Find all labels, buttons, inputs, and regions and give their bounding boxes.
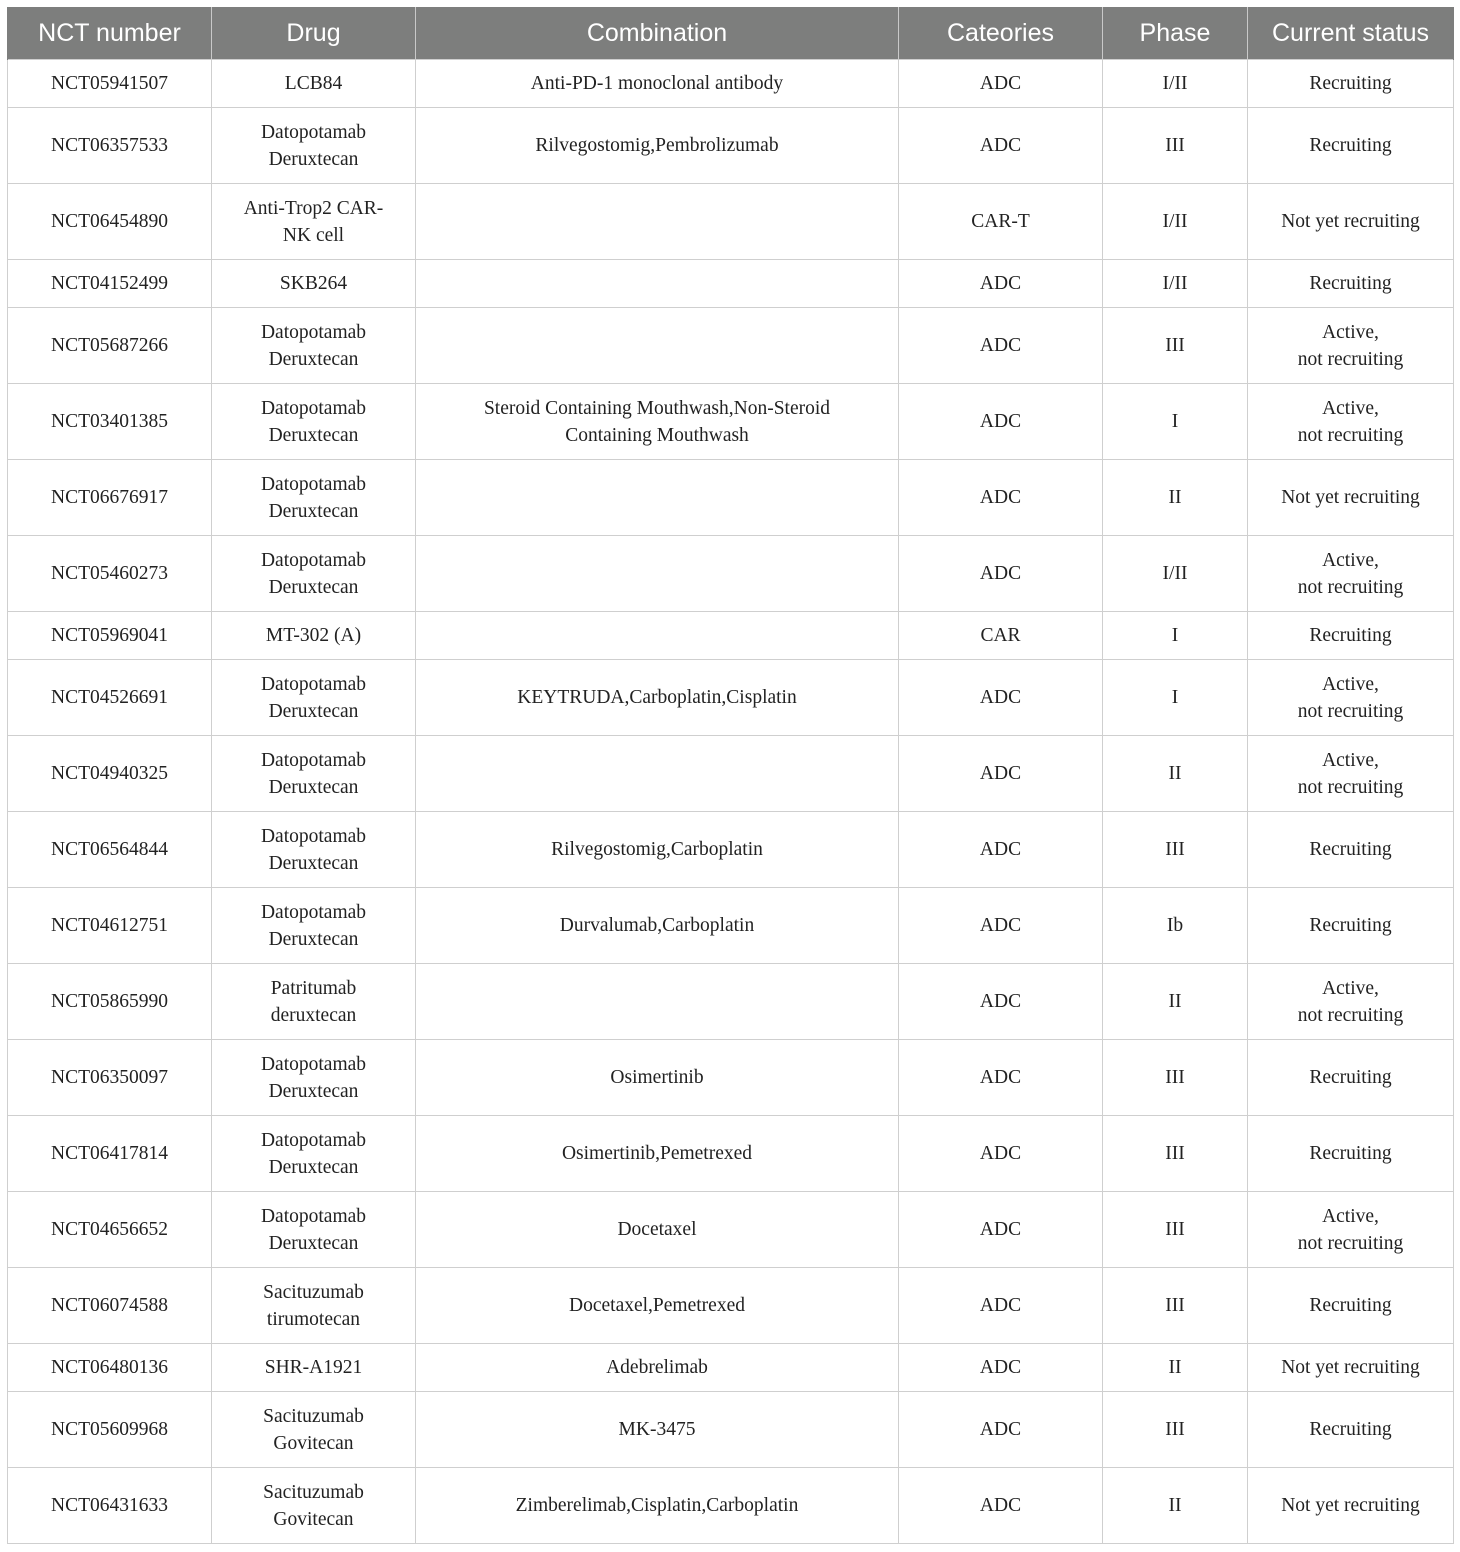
cell-drug: Datopotamab Deruxtecan: [212, 736, 416, 812]
cell-phase: III: [1103, 308, 1248, 384]
cell-drug: Datopotamab Deruxtecan: [212, 660, 416, 736]
cell-combination: Steroid Containing Mouthwash,Non-Steroid Containing Mouthwash: [416, 384, 899, 460]
cell-categories: ADC: [899, 308, 1103, 384]
cell-phase: II: [1103, 460, 1248, 536]
cell-phase: II: [1103, 1344, 1248, 1392]
cell-drug: SKB264: [212, 260, 416, 308]
cell-phase: Ib: [1103, 888, 1248, 964]
table-row: [8, 184, 1454, 260]
table-row: [8, 1192, 1454, 1268]
table-row: [8, 460, 1454, 536]
cell-drug: Patritumab deruxtecan: [212, 964, 416, 1040]
cell-current-status: Active, not recruiting: [1248, 660, 1454, 736]
cell-drug: Datopotamab Deruxtecan: [212, 536, 416, 612]
table-row: [8, 260, 1454, 308]
cell-current-status: Recruiting: [1248, 888, 1454, 964]
cell-categories: CAR-T: [899, 184, 1103, 260]
cell-phase: I: [1103, 660, 1248, 736]
cell-phase: II: [1103, 964, 1248, 1040]
cell-phase: III: [1103, 108, 1248, 184]
cell-nct-number: NCT05609968: [8, 1392, 212, 1468]
cell-phase: III: [1103, 1192, 1248, 1268]
cell-categories: ADC: [899, 964, 1103, 1040]
cell-drug: SHR-A1921: [212, 1344, 416, 1392]
cell-phase: III: [1103, 1116, 1248, 1192]
cell-nct-number: NCT04526691: [8, 660, 212, 736]
cell-phase: III: [1103, 812, 1248, 888]
table-row: [8, 964, 1454, 1040]
cell-combination: [416, 260, 899, 308]
cell-combination: Docetaxel: [416, 1192, 899, 1268]
cell-nct-number: NCT05865990: [8, 964, 212, 1040]
cell-phase: I: [1103, 612, 1248, 660]
cell-nct-number: NCT06564844: [8, 812, 212, 888]
cell-combination: Adebrelimab: [416, 1344, 899, 1392]
cell-categories: ADC: [899, 384, 1103, 460]
header-current-status: Current status: [1248, 7, 1454, 60]
table-row: [8, 536, 1454, 612]
table-row: [8, 60, 1454, 108]
cell-combination: MK-3475: [416, 1392, 899, 1468]
cell-combination: [416, 612, 899, 660]
cell-current-status: Recruiting: [1248, 1392, 1454, 1468]
cell-current-status: Recruiting: [1248, 1040, 1454, 1116]
cell-combination: [416, 964, 899, 1040]
cell-nct-number: NCT06431633: [8, 1468, 212, 1544]
cell-categories: ADC: [899, 1344, 1103, 1392]
header-drug: Drug: [212, 7, 416, 60]
cell-categories: ADC: [899, 1040, 1103, 1116]
cell-drug: Datopotamab Deruxtecan: [212, 1192, 416, 1268]
cell-nct-number: NCT04656652: [8, 1192, 212, 1268]
cell-current-status: Recruiting: [1248, 108, 1454, 184]
table-row: [8, 736, 1454, 812]
table-row: [8, 660, 1454, 736]
cell-current-status: Not yet recruiting: [1248, 1344, 1454, 1392]
cell-phase: I/II: [1103, 184, 1248, 260]
cell-combination: [416, 308, 899, 384]
cell-drug: Datopotamab Deruxtecan: [212, 384, 416, 460]
cell-categories: ADC: [899, 1192, 1103, 1268]
cell-phase: III: [1103, 1040, 1248, 1116]
header-categories: Cateories: [899, 7, 1103, 60]
cell-combination: Rilvegostomig,Pembrolizumab: [416, 108, 899, 184]
cell-categories: ADC: [899, 1268, 1103, 1344]
cell-current-status: Active, not recruiting: [1248, 384, 1454, 460]
cell-current-status: Recruiting: [1248, 1268, 1454, 1344]
cell-current-status: Recruiting: [1248, 60, 1454, 108]
cell-combination: Osimertinib: [416, 1040, 899, 1116]
cell-current-status: Active, not recruiting: [1248, 964, 1454, 1040]
cell-combination: [416, 536, 899, 612]
cell-drug: Datopotamab Deruxtecan: [212, 1040, 416, 1116]
cell-nct-number: NCT06074588: [8, 1268, 212, 1344]
cell-nct-number: NCT06357533: [8, 108, 212, 184]
cell-nct-number: NCT04940325: [8, 736, 212, 812]
cell-combination: Anti-PD-1 monoclonal antibody: [416, 60, 899, 108]
cell-categories: ADC: [899, 812, 1103, 888]
cell-phase: II: [1103, 1468, 1248, 1544]
cell-phase: III: [1103, 1392, 1248, 1468]
cell-nct-number: NCT04612751: [8, 888, 212, 964]
cell-drug: Sacituzumab Govitecan: [212, 1392, 416, 1468]
cell-current-status: Recruiting: [1248, 812, 1454, 888]
table-row: [8, 1468, 1454, 1544]
cell-nct-number: NCT06480136: [8, 1344, 212, 1392]
cell-drug: Datopotamab Deruxtecan: [212, 308, 416, 384]
cell-categories: ADC: [899, 536, 1103, 612]
clinical-trials-table: [7, 7, 1454, 1544]
cell-drug: Datopotamab Deruxtecan: [212, 812, 416, 888]
table-body: [8, 60, 1454, 1544]
cell-drug: Sacituzumab tirumotecan: [212, 1268, 416, 1344]
cell-combination: Durvalumab,Carboplatin: [416, 888, 899, 964]
cell-categories: ADC: [899, 1392, 1103, 1468]
cell-combination: [416, 184, 899, 260]
cell-drug: MT-302 (A): [212, 612, 416, 660]
cell-nct-number: NCT06417814: [8, 1116, 212, 1192]
cell-phase: III: [1103, 1268, 1248, 1344]
header-nct-number: NCT number: [8, 7, 212, 60]
cell-nct-number: NCT05460273: [8, 536, 212, 612]
table-row: [8, 612, 1454, 660]
table-row: [8, 1116, 1454, 1192]
cell-drug: Anti-Trop2 CAR- NK cell: [212, 184, 416, 260]
cell-drug: Datopotamab Deruxtecan: [212, 460, 416, 536]
cell-nct-number: NCT05969041: [8, 612, 212, 660]
cell-drug: Datopotamab Deruxtecan: [212, 888, 416, 964]
cell-combination: [416, 460, 899, 536]
cell-nct-number: NCT06676917: [8, 460, 212, 536]
cell-nct-number: NCT05687266: [8, 308, 212, 384]
cell-drug: Sacituzumab Govitecan: [212, 1468, 416, 1544]
cell-combination: [416, 736, 899, 812]
cell-categories: ADC: [899, 460, 1103, 536]
table-row: [8, 812, 1454, 888]
cell-drug: LCB84: [212, 60, 416, 108]
header-row: [8, 7, 1454, 60]
cell-nct-number: NCT04152499: [8, 260, 212, 308]
cell-phase: I/II: [1103, 260, 1248, 308]
cell-nct-number: NCT03401385: [8, 384, 212, 460]
table-row: [8, 1392, 1454, 1468]
cell-nct-number: NCT06350097: [8, 1040, 212, 1116]
cell-current-status: Recruiting: [1248, 260, 1454, 308]
table-row: [8, 1268, 1454, 1344]
cell-combination: Osimertinib,Pemetrexed: [416, 1116, 899, 1192]
table-row: [8, 384, 1454, 460]
cell-categories: ADC: [899, 60, 1103, 108]
cell-drug: Datopotamab Deruxtecan: [212, 108, 416, 184]
cell-phase: II: [1103, 736, 1248, 812]
table-row: [8, 308, 1454, 384]
cell-categories: ADC: [899, 736, 1103, 812]
cell-phase: I: [1103, 384, 1248, 460]
cell-current-status: Not yet recruiting: [1248, 460, 1454, 536]
cell-current-status: Active, not recruiting: [1248, 536, 1454, 612]
cell-current-status: Active, not recruiting: [1248, 736, 1454, 812]
header-combination: Combination: [416, 7, 899, 60]
cell-current-status: Active, not recruiting: [1248, 308, 1454, 384]
cell-categories: ADC: [899, 1468, 1103, 1544]
cell-combination: Zimberelimab,Cisplatin,Carboplatin: [416, 1468, 899, 1544]
table-row: [8, 1344, 1454, 1392]
cell-current-status: Not yet recruiting: [1248, 1468, 1454, 1544]
cell-current-status: Recruiting: [1248, 1116, 1454, 1192]
cell-current-status: Active, not recruiting: [1248, 1192, 1454, 1268]
table-row: [8, 1040, 1454, 1116]
cell-nct-number: NCT06454890: [8, 184, 212, 260]
cell-nct-number: NCT05941507: [8, 60, 212, 108]
table-row: [8, 108, 1454, 184]
cell-phase: I/II: [1103, 60, 1248, 108]
cell-categories: CAR: [899, 612, 1103, 660]
header-phase: Phase: [1103, 7, 1248, 60]
cell-categories: ADC: [899, 888, 1103, 964]
cell-categories: ADC: [899, 1116, 1103, 1192]
cell-categories: ADC: [899, 660, 1103, 736]
cell-combination: Docetaxel,Pemetrexed: [416, 1268, 899, 1344]
cell-drug: Datopotamab Deruxtecan: [212, 1116, 416, 1192]
cell-current-status: Not yet recruiting: [1248, 184, 1454, 260]
cell-categories: ADC: [899, 108, 1103, 184]
cell-combination: Rilvegostomig,Carboplatin: [416, 812, 899, 888]
table-row: [8, 888, 1454, 964]
table-header: [8, 7, 1454, 60]
cell-phase: I/II: [1103, 536, 1248, 612]
cell-current-status: Recruiting: [1248, 612, 1454, 660]
cell-combination: KEYTRUDA,Carboplatin,Cisplatin: [416, 660, 899, 736]
cell-categories: ADC: [899, 260, 1103, 308]
